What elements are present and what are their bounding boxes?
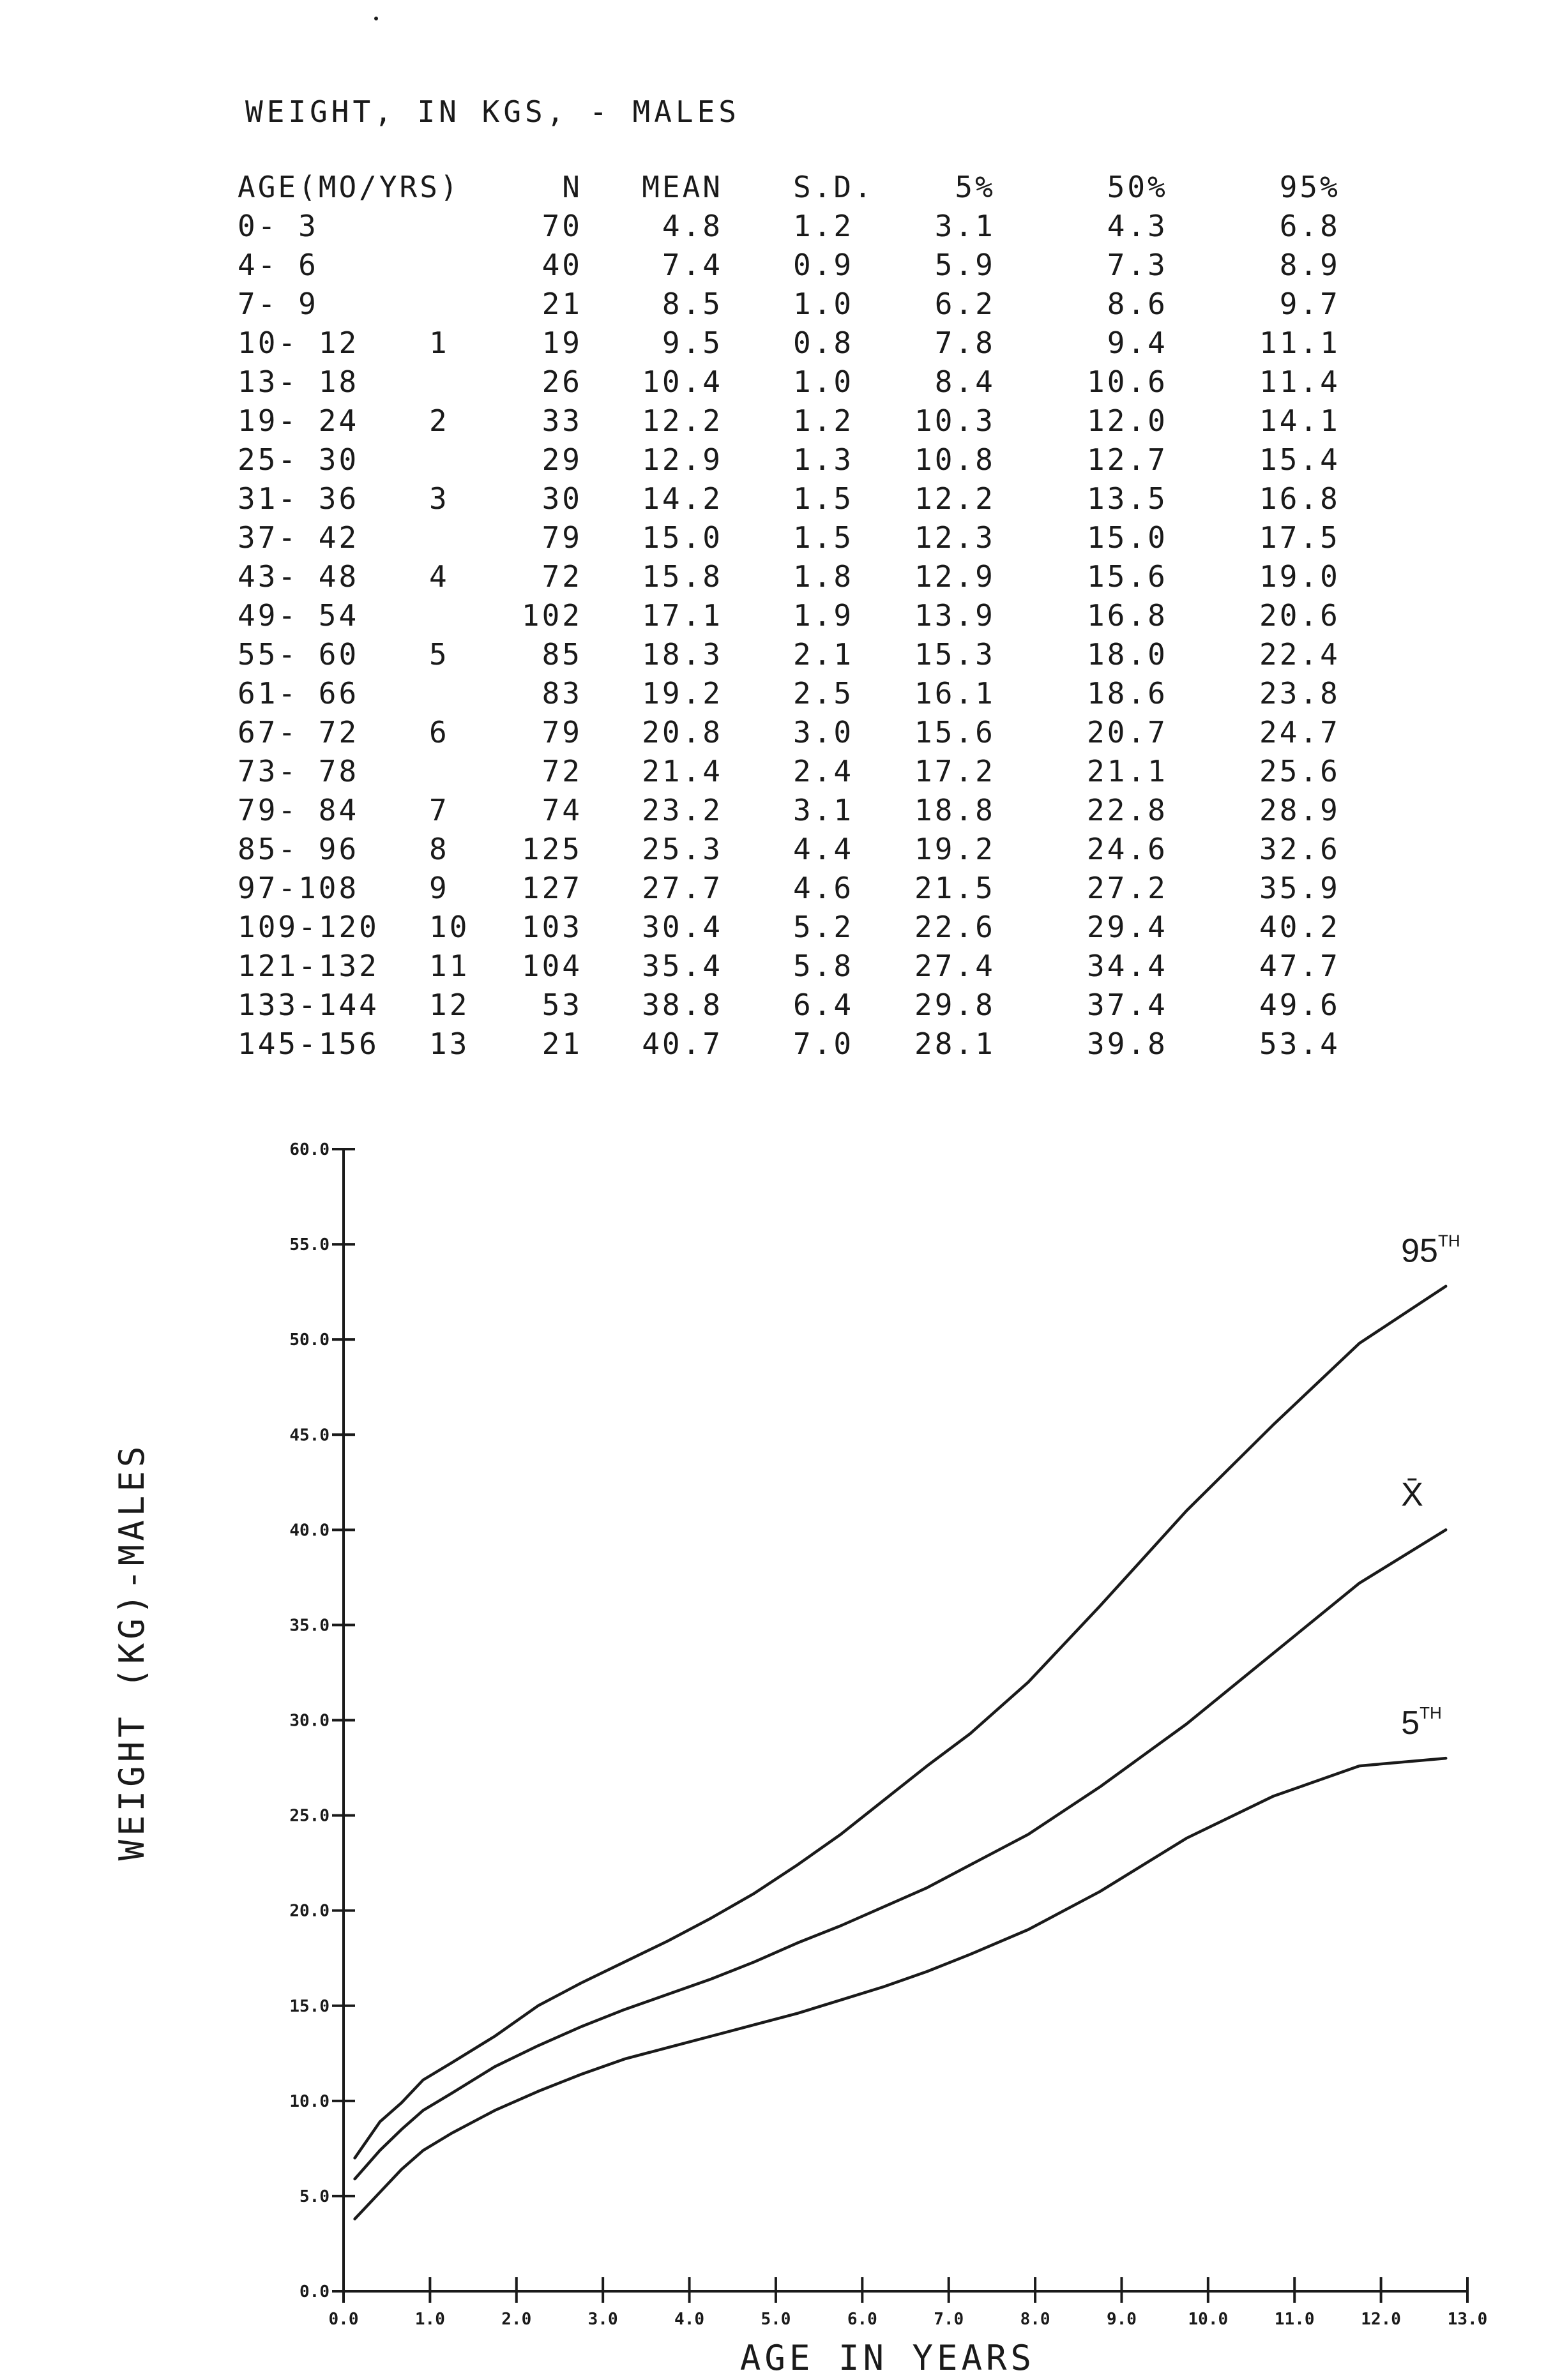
cell-sd: 1.2 (793, 403, 854, 438)
x-tick-label: 12.0 (1361, 2310, 1401, 2329)
cell-age: 67- 72 (238, 714, 360, 749)
y-axis-title: WEIGHT (KG)-MALES (112, 1442, 152, 1861)
cell-sd: 0.8 (793, 325, 854, 360)
cell-age: 49- 54 (238, 598, 360, 633)
cell-age: 61- 66 (238, 675, 360, 711)
table-row (238, 790, 1340, 829)
cell-age: 145-156 (238, 1026, 379, 1061)
table-row (238, 323, 1340, 362)
cell-age: 0- 3 (238, 208, 319, 243)
cell-age: 13- 18 (238, 364, 360, 399)
cell-p50: 15.0 (1087, 520, 1168, 555)
cell-p50: 10.6 (1087, 364, 1168, 399)
x-tick-label: 13.0 (1447, 2310, 1488, 2329)
y-tick-label: 35.0 (289, 1616, 330, 1636)
cell-n: 40 (542, 247, 582, 282)
cell-p95: 11.1 (1259, 325, 1340, 360)
cell-p95: 53.4 (1259, 1026, 1340, 1061)
cell-p50: 13.5 (1087, 481, 1168, 516)
y-tick-label: 15.0 (289, 1996, 330, 2016)
x-tick-label: 1.0 (414, 2310, 445, 2329)
cell-p50: 8.6 (1107, 286, 1168, 321)
x-tick-label: 10.0 (1188, 2310, 1229, 2329)
header-p50: 50% (1107, 169, 1168, 204)
cell-p50: 12.0 (1087, 403, 1168, 438)
x-tick-label: 4.0 (674, 2310, 705, 2329)
cell-p5: 19.2 (914, 831, 996, 866)
cell-yr: 12 (429, 987, 470, 1022)
cell-yr: 9 (429, 870, 450, 905)
y-tick-label: 55.0 (289, 1235, 330, 1255)
series-label-sup: TH (1420, 1703, 1442, 1723)
cell-sd: 1.8 (793, 559, 854, 594)
cell-n: 125 (521, 831, 582, 866)
cell-n: 103 (521, 909, 582, 944)
cell-n: 102 (521, 598, 582, 633)
cell-sd: 3.1 (793, 792, 854, 827)
cell-age: 55- 60 (238, 636, 360, 672)
cell-mean: 38.8 (642, 987, 723, 1022)
x-tick-label: 6.0 (847, 2310, 877, 2329)
table-row (238, 829, 1340, 868)
table-row (238, 518, 1340, 557)
cell-p50: 22.8 (1087, 792, 1168, 827)
cell-p50: 9.4 (1107, 325, 1168, 360)
table-row (238, 674, 1340, 712)
cell-mean: 21.4 (642, 753, 723, 788)
cell-p5: 22.6 (914, 909, 996, 944)
cell-p95: 24.7 (1259, 714, 1340, 749)
chart-labels (1401, 1231, 1460, 1742)
cell-p50: 4.3 (1107, 208, 1168, 243)
series-label (1401, 1231, 1460, 1270)
cell-mean: 40.7 (642, 1026, 723, 1061)
header-sd: S.D. (793, 169, 874, 204)
cell-p95: 16.8 (1259, 481, 1340, 516)
cell-age: 121-132 (238, 948, 379, 983)
stray-dot (374, 17, 378, 20)
table-row (238, 479, 1340, 518)
cell-yr (429, 362, 474, 401)
cell-yr: 1 (429, 325, 450, 360)
cell-p5: 15.3 (914, 636, 996, 672)
cell-sd: 4.4 (793, 831, 854, 866)
cell-mean: 7.4 (662, 247, 723, 282)
cell-p50: 39.8 (1087, 1026, 1168, 1061)
cell-age: 25- 30 (238, 442, 360, 477)
cell-sd: 2.1 (793, 636, 854, 672)
cell-mean: 27.7 (642, 870, 723, 905)
table-title: WEIGHT, IN KGS, - MALES (245, 94, 740, 129)
cell-p95: 35.9 (1259, 870, 1340, 905)
cell-p5: 28.1 (914, 1026, 996, 1061)
series-label (1401, 1703, 1442, 1742)
cell-p95: 25.6 (1259, 753, 1340, 788)
cell-p95: 17.5 (1259, 520, 1340, 555)
cell-p50: 24.6 (1087, 831, 1168, 866)
cell-n: 79 (542, 520, 582, 555)
cell-yr: 4 (429, 559, 450, 594)
cell-age: 7- 9 (238, 286, 319, 321)
cell-p95: 47.7 (1259, 948, 1340, 983)
cell-n: 72 (542, 753, 582, 788)
cell-n: 104 (521, 948, 582, 983)
cell-yr: 13 (429, 1026, 470, 1061)
header-n: N (562, 169, 582, 204)
cell-p95: 11.4 (1259, 364, 1340, 399)
cell-mean: 23.2 (642, 792, 723, 827)
cell-sd: 3.0 (793, 714, 854, 749)
weight-table (238, 167, 1340, 1063)
cell-n: 21 (542, 286, 582, 321)
y-tick-label: 25.0 (289, 1806, 330, 1826)
y-tick-label: 0.0 (299, 2282, 330, 2301)
cell-p95: 14.1 (1259, 403, 1340, 438)
cell-p50: 12.7 (1087, 442, 1168, 477)
y-tick-label: 5.0 (299, 2187, 330, 2206)
cell-yr (429, 596, 474, 635)
cell-mean: 15.0 (642, 520, 723, 555)
cell-mean: 19.2 (642, 675, 723, 711)
cell-yr (429, 674, 474, 712)
cell-sd: 5.2 (793, 909, 854, 944)
cell-sd: 1.0 (793, 364, 854, 399)
cell-p5: 7.8 (934, 325, 996, 360)
cell-yr: 5 (429, 636, 450, 672)
cell-p5: 12.2 (914, 481, 996, 516)
series-line (355, 1286, 1446, 2158)
table-row (238, 868, 1340, 907)
series-line (355, 1758, 1446, 2219)
cell-sd: 0.9 (793, 247, 854, 282)
table-row (238, 635, 1340, 674)
cell-age: 79- 84 (238, 792, 360, 827)
cell-p95: 28.9 (1259, 792, 1340, 827)
x-tick-label: 3.0 (587, 2310, 618, 2329)
cell-sd: 7.0 (793, 1026, 854, 1061)
cell-p95: 19.0 (1259, 559, 1340, 594)
table-row (238, 284, 1340, 323)
y-tick-label: 40.0 (289, 1521, 330, 1540)
cell-p5: 12.9 (914, 559, 996, 594)
x-tick-label: 0.0 (328, 2310, 359, 2329)
y-tick-label: 60.0 (289, 1140, 330, 1159)
series-label-main: X̄ (1401, 1476, 1423, 1514)
header-p95: 95% (1279, 169, 1340, 204)
cell-n: 127 (521, 870, 582, 905)
cell-p5: 10.8 (914, 442, 996, 477)
cell-mean: 18.3 (642, 636, 723, 672)
chart-curves (355, 1286, 1446, 2219)
cell-mean: 20.8 (642, 714, 723, 749)
cell-sd: 1.3 (793, 442, 854, 477)
cell-p50: 29.4 (1087, 909, 1168, 944)
cell-p95: 22.4 (1259, 636, 1340, 672)
cell-yr (429, 440, 474, 479)
cell-sd: 1.0 (793, 286, 854, 321)
series-label-sup: TH (1437, 1231, 1460, 1251)
x-tick-label: 11.0 (1274, 2310, 1315, 2329)
cell-mean: 30.4 (642, 909, 723, 944)
x-tick-label: 9.0 (1106, 2310, 1137, 2329)
cell-p5: 27.4 (914, 948, 996, 983)
header-age: AGE(MO/YRS) (238, 169, 460, 204)
cell-n: 53 (542, 987, 582, 1022)
cell-n: 85 (542, 636, 582, 672)
cell-sd: 4.6 (793, 870, 854, 905)
table-row (238, 401, 1340, 440)
cell-age: 85- 96 (238, 831, 360, 866)
cell-n: 26 (542, 364, 582, 399)
cell-sd: 5.8 (793, 948, 854, 983)
cell-age: 97-108 (238, 870, 360, 905)
cell-mean: 9.5 (662, 325, 723, 360)
cell-mean: 10.4 (642, 364, 723, 399)
series-line (355, 1530, 1446, 2179)
chart-axes (289, 1140, 1487, 2329)
cell-yr (429, 518, 474, 557)
cell-n: 21 (542, 1026, 582, 1061)
table-row (238, 596, 1340, 635)
cell-p50: 15.6 (1087, 559, 1168, 594)
table-row (238, 751, 1340, 790)
cell-p5: 16.1 (914, 675, 996, 711)
header-mean: MEAN (642, 169, 723, 204)
cell-p5: 5.9 (934, 247, 996, 282)
table-row (238, 557, 1340, 596)
table-header-row (238, 167, 1340, 206)
cell-p95: 20.6 (1259, 598, 1340, 633)
cell-mean: 25.3 (642, 831, 723, 866)
cell-p50: 27.2 (1087, 870, 1168, 905)
cell-mean: 12.2 (642, 403, 723, 438)
cell-n: 79 (542, 714, 582, 749)
cell-age: 109-120 (238, 909, 379, 944)
header-p5: 5% (955, 169, 996, 204)
cell-mean: 17.1 (642, 598, 723, 633)
cell-p95: 6.8 (1279, 208, 1340, 243)
cell-yr: 2 (429, 403, 450, 438)
cell-n: 33 (542, 403, 582, 438)
table-row (238, 440, 1340, 479)
cell-p5: 18.8 (914, 792, 996, 827)
table-row (238, 362, 1340, 401)
cell-p50: 18.6 (1087, 675, 1168, 711)
cell-age: 10- 12 (238, 325, 360, 360)
cell-p50: 18.0 (1087, 636, 1168, 672)
cell-p50: 7.3 (1107, 247, 1168, 282)
x-tick-label: 7.0 (934, 2310, 964, 2329)
cell-p5: 12.3 (914, 520, 996, 555)
table-row (238, 206, 1340, 245)
cell-mean: 35.4 (642, 948, 723, 983)
cell-p5: 17.2 (914, 753, 996, 788)
cell-n: 72 (542, 559, 582, 594)
x-tick-label: 2.0 (501, 2310, 532, 2329)
y-tick-label: 50.0 (289, 1330, 330, 1350)
cell-n: 83 (542, 675, 582, 711)
series-label (1401, 1476, 1423, 1513)
cell-n: 70 (542, 208, 582, 243)
cell-p5: 6.2 (934, 286, 996, 321)
cell-n: 74 (542, 792, 582, 827)
y-tick-label: 10.0 (289, 2091, 330, 2111)
cell-yr: 10 (429, 909, 470, 944)
cell-p95: 32.6 (1259, 831, 1340, 866)
cell-age: 73- 78 (238, 753, 360, 788)
cell-n: 30 (542, 481, 582, 516)
cell-yr: 8 (429, 831, 450, 866)
cell-p95: 40.2 (1259, 909, 1340, 944)
cell-p5: 21.5 (914, 870, 996, 905)
cell-p5: 8.4 (934, 364, 996, 399)
cell-p95: 15.4 (1259, 442, 1340, 477)
cell-mean: 12.9 (642, 442, 723, 477)
cell-p5: 29.8 (914, 987, 996, 1022)
y-tick-label: 30.0 (289, 1711, 330, 1731)
y-tick-label: 20.0 (289, 1901, 330, 1921)
cell-p50: 34.4 (1087, 948, 1168, 983)
cell-age: 37- 42 (238, 520, 360, 555)
cell-sd: 6.4 (793, 987, 854, 1022)
cell-age: 31- 36 (238, 481, 360, 516)
x-tick-label: 8.0 (1020, 2310, 1050, 2329)
cell-yr: 3 (429, 481, 450, 516)
cell-n: 19 (542, 325, 582, 360)
table-row (238, 946, 1340, 985)
cell-mean: 8.5 (662, 286, 723, 321)
table-row (238, 712, 1340, 751)
cell-p95: 9.7 (1279, 286, 1340, 321)
cell-yr: 11 (429, 948, 470, 983)
cell-sd: 1.5 (793, 520, 854, 555)
cell-sd: 2.5 (793, 675, 854, 711)
cell-sd: 1.9 (793, 598, 854, 633)
cell-mean: 15.8 (642, 559, 723, 594)
cell-age: 133-144 (238, 987, 379, 1022)
cell-p5: 15.6 (914, 714, 996, 749)
cell-yr (429, 284, 474, 323)
cell-sd: 1.2 (793, 208, 854, 243)
cell-n: 29 (542, 442, 582, 477)
cell-p50: 21.1 (1087, 753, 1168, 788)
table-row (238, 985, 1340, 1024)
cell-yr: 6 (429, 714, 450, 749)
cell-p50: 20.7 (1087, 714, 1168, 749)
cell-p5: 3.1 (934, 208, 996, 243)
cell-yr (429, 245, 474, 284)
cell-yr (429, 206, 474, 245)
cell-p50: 37.4 (1087, 987, 1168, 1022)
cell-p95: 8.9 (1279, 247, 1340, 282)
cell-p5: 13.9 (914, 598, 996, 633)
table-row (238, 245, 1340, 284)
cell-p95: 23.8 (1259, 675, 1340, 711)
x-axis-title: AGE IN YEARS (739, 2338, 1036, 2378)
table-row (238, 907, 1340, 946)
cell-age: 43- 48 (238, 559, 360, 594)
x-tick-label: 5.0 (761, 2310, 791, 2329)
cell-sd: 1.5 (793, 481, 854, 516)
cell-p50: 16.8 (1087, 598, 1168, 633)
cell-sd: 2.4 (793, 753, 854, 788)
y-tick-label: 45.0 (289, 1426, 330, 1445)
cell-age: 4- 6 (238, 247, 319, 282)
cell-mean: 4.8 (662, 208, 723, 243)
cell-yr: 7 (429, 792, 450, 827)
weight-chart (0, 1085, 1553, 2380)
cell-mean: 14.2 (642, 481, 723, 516)
series-label-main: 5 (1401, 1705, 1420, 1742)
table-row (238, 1024, 1340, 1063)
series-label-main: 95 (1401, 1232, 1438, 1270)
cell-p95: 49.6 (1259, 987, 1340, 1022)
cell-age: 19- 24 (238, 403, 360, 438)
cell-yr (429, 751, 474, 790)
cell-p5: 10.3 (914, 403, 996, 438)
